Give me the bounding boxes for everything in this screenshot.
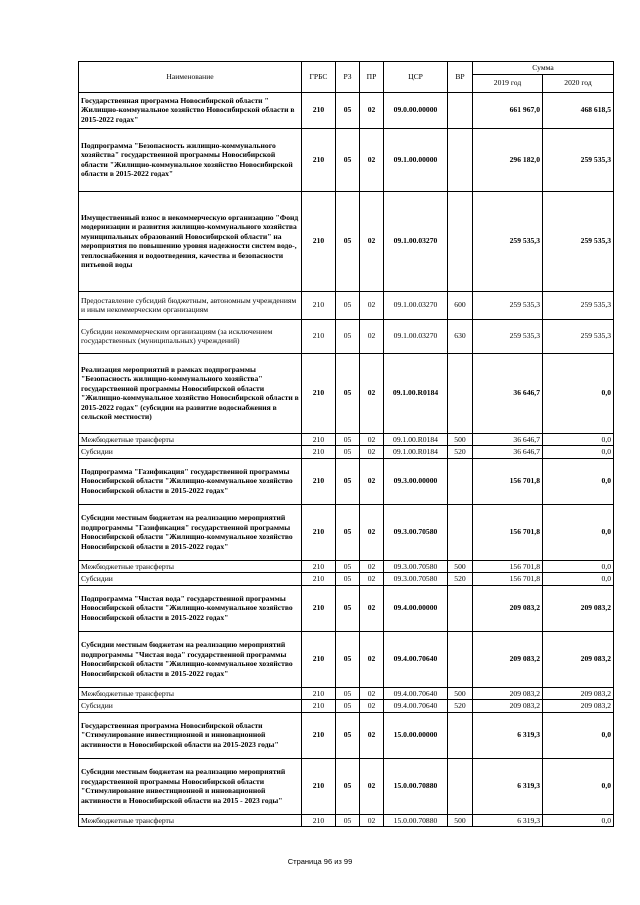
- cell-name: Имущественный взнос в некоммерческую организацию "Фонд модернизации и развития жилищно-коммунального хозяйства муниципальных образований Новосибирской области" на мероприятия по повышению уровня надежности систем водо-, теплоснабжения и водоотведения, качества и безопасности питьевой воды: [79, 191, 302, 291]
- cell-rz: 05: [336, 92, 360, 128]
- cell-sum-2019: 6 319,3: [473, 758, 543, 814]
- cell-sum-2020: 209 083,2: [543, 631, 614, 687]
- cell-grbs: 210: [302, 560, 336, 573]
- cell-pr: 02: [360, 353, 384, 433]
- cell-pr: 02: [360, 573, 384, 586]
- cell-vr: 630: [448, 319, 473, 353]
- cell-rz: 05: [336, 504, 360, 560]
- cell-grbs: 210: [302, 814, 336, 827]
- cell-rz: 05: [336, 631, 360, 687]
- cell-csr: 15.0.00.00000: [384, 712, 448, 758]
- cell-grbs: 210: [302, 433, 336, 446]
- cell-sum-2020: 209 083,2: [543, 687, 614, 700]
- cell-sum-2019: 209 083,2: [473, 631, 543, 687]
- cell-sum-2019: 156 701,8: [473, 458, 543, 504]
- cell-vr: [448, 191, 473, 291]
- cell-name: Подпрограмма "Чистая вода" государственной программы Новосибирской области "Жилищно-коммунальное хозяйство Новосибирской области в 2015-2022 годах": [79, 585, 302, 631]
- table-row: [79, 560, 614, 573]
- cell-sum-2020: 0,0: [543, 814, 614, 827]
- cell-pr: 02: [360, 458, 384, 504]
- header-csr: ЦСР: [384, 62, 448, 93]
- table-row: [79, 573, 614, 586]
- cell-grbs: 210: [302, 191, 336, 291]
- cell-csr: 09.1.00.R0184: [384, 353, 448, 433]
- cell-name: Государственная программа Новосибирской области " Жилищно-коммунальное хозяйство Новосибирской области в 2015-2022 годах": [79, 92, 302, 128]
- cell-csr: 15.0.00.70880: [384, 814, 448, 827]
- cell-grbs: 210: [302, 291, 336, 319]
- cell-sum-2019: 209 083,2: [473, 700, 543, 713]
- cell-name: Субсидии: [79, 573, 302, 586]
- cell-sum-2019: 36 646,7: [473, 433, 543, 446]
- cell-pr: 02: [360, 446, 384, 459]
- cell-vr: [448, 758, 473, 814]
- cell-rz: 05: [336, 700, 360, 713]
- document-page: [78, 61, 613, 827]
- budget-table: [78, 61, 614, 827]
- cell-rz: 05: [336, 446, 360, 459]
- cell-grbs: 210: [302, 687, 336, 700]
- cell-rz: 05: [336, 458, 360, 504]
- cell-csr: 09.3.00.70580: [384, 560, 448, 573]
- table-row: [79, 700, 614, 713]
- cell-csr: 09.3.00.00000: [384, 458, 448, 504]
- cell-vr: [448, 92, 473, 128]
- cell-sum-2020: 0,0: [543, 504, 614, 560]
- header-pr: ПР: [360, 62, 384, 93]
- cell-sum-2020: 0,0: [543, 433, 614, 446]
- cell-vr: 500: [448, 814, 473, 827]
- header-vr: ВР: [448, 62, 473, 93]
- cell-name: Межбюджетные трансферты: [79, 433, 302, 446]
- cell-sum-2019: 156 701,8: [473, 573, 543, 586]
- cell-csr: 09.1.00.R0184: [384, 433, 448, 446]
- cell-vr: [448, 585, 473, 631]
- header-name: Наименование: [79, 62, 302, 93]
- cell-vr: [448, 128, 473, 191]
- table-row: [79, 504, 614, 560]
- cell-sum-2019: 209 083,2: [473, 585, 543, 631]
- cell-vr: 520: [448, 446, 473, 459]
- cell-sum-2020: 0,0: [543, 573, 614, 586]
- cell-rz: 05: [336, 128, 360, 191]
- cell-pr: 02: [360, 92, 384, 128]
- table-row: [79, 92, 614, 128]
- cell-sum-2020: 0,0: [543, 560, 614, 573]
- table-row: [79, 191, 614, 291]
- cell-sum-2019: 36 646,7: [473, 446, 543, 459]
- cell-csr: 09.1.00.R0184: [384, 446, 448, 459]
- cell-pr: 02: [360, 560, 384, 573]
- cell-grbs: 210: [302, 446, 336, 459]
- cell-vr: 500: [448, 687, 473, 700]
- cell-sum-2020: 209 083,2: [543, 700, 614, 713]
- cell-pr: 02: [360, 433, 384, 446]
- cell-sum-2020: 209 083,2: [543, 585, 614, 631]
- cell-csr: 09.4.00.70640: [384, 687, 448, 700]
- cell-sum-2020: 0,0: [543, 353, 614, 433]
- cell-csr: 09.4.00.70640: [384, 700, 448, 713]
- cell-sum-2019: 296 182,0: [473, 128, 543, 191]
- cell-vr: [448, 504, 473, 560]
- header-2020: 2020 год: [543, 74, 614, 92]
- table-row: [79, 712, 614, 758]
- cell-grbs: 210: [302, 319, 336, 353]
- cell-name: Подпрограмма "Газификация" государственной программы Новосибирской области "Жилищно-коммунальное хозяйство Новосибирской области в 2015-2022 годах": [79, 458, 302, 504]
- cell-vr: 600: [448, 291, 473, 319]
- cell-name: Субсидии: [79, 446, 302, 459]
- cell-sum-2019: 259 535,3: [473, 191, 543, 291]
- table-body: [79, 92, 614, 827]
- cell-rz: 05: [336, 353, 360, 433]
- cell-rz: 05: [336, 433, 360, 446]
- table-row: [79, 758, 614, 814]
- cell-sum-2020: 468 618,5: [543, 92, 614, 128]
- header-2019: 2019 год: [473, 74, 543, 92]
- cell-pr: 02: [360, 585, 384, 631]
- cell-vr: [448, 353, 473, 433]
- cell-sum-2019: 661 967,0: [473, 92, 543, 128]
- cell-sum-2019: 259 535,3: [473, 291, 543, 319]
- cell-pr: 02: [360, 319, 384, 353]
- cell-csr: 09.1.00.03270: [384, 291, 448, 319]
- cell-sum-2020: 0,0: [543, 712, 614, 758]
- table-row: [79, 433, 614, 446]
- page-footer: Страница 96 из 99: [287, 857, 353, 866]
- table-row: [79, 631, 614, 687]
- cell-rz: 05: [336, 319, 360, 353]
- cell-csr: 09.4.00.00000: [384, 585, 448, 631]
- cell-pr: 02: [360, 758, 384, 814]
- cell-csr: 09.0.00.00000: [384, 92, 448, 128]
- cell-sum-2019: 259 535,3: [473, 319, 543, 353]
- cell-grbs: 210: [302, 758, 336, 814]
- cell-sum-2019: 6 319,3: [473, 814, 543, 827]
- cell-pr: 02: [360, 814, 384, 827]
- cell-sum-2020: 259 535,3: [543, 319, 614, 353]
- cell-name: Государственная программа Новосибирской области "Стимулирование инвестиционной и инновационной активности в Новосибирской области на 2015-2023 годы": [79, 712, 302, 758]
- cell-rz: 05: [336, 687, 360, 700]
- cell-name: Субсидии: [79, 700, 302, 713]
- cell-name: Предоставление субсидий бюджетным, автономным учреждениям и иным некоммерческим организациям: [79, 291, 302, 319]
- cell-name: Межбюджетные трансферты: [79, 687, 302, 700]
- cell-name: Субсидии местным бюджетам на реализацию мероприятий подпрограммы "Газификация" государственной программы Новосибирской области "Жилищно-коммунальное хозяйство Новосибирской области в 2015-2022 годах": [79, 504, 302, 560]
- cell-grbs: 210: [302, 128, 336, 191]
- cell-sum-2020: 0,0: [543, 446, 614, 459]
- cell-rz: 05: [336, 758, 360, 814]
- cell-sum-2020: 0,0: [543, 758, 614, 814]
- cell-pr: 02: [360, 191, 384, 291]
- cell-grbs: 210: [302, 700, 336, 713]
- table-row: [79, 353, 614, 433]
- cell-rz: 05: [336, 814, 360, 827]
- cell-grbs: 210: [302, 573, 336, 586]
- table-row: [79, 128, 614, 191]
- cell-rz: 05: [336, 291, 360, 319]
- cell-csr: 09.1.00.00000: [384, 128, 448, 191]
- cell-grbs: 210: [302, 712, 336, 758]
- table-row: [79, 814, 614, 827]
- cell-csr: 09.4.00.70640: [384, 631, 448, 687]
- table-row: [79, 446, 614, 459]
- table-row: [79, 687, 614, 700]
- cell-pr: 02: [360, 504, 384, 560]
- cell-sum-2019: 36 646,7: [473, 353, 543, 433]
- cell-sum-2020: 0,0: [543, 458, 614, 504]
- cell-rz: 05: [336, 585, 360, 631]
- cell-rz: 05: [336, 191, 360, 291]
- cell-pr: 02: [360, 687, 384, 700]
- cell-grbs: 210: [302, 631, 336, 687]
- cell-sum-2019: 6 319,3: [473, 712, 543, 758]
- cell-sum-2020: 259 535,3: [543, 291, 614, 319]
- cell-grbs: 210: [302, 458, 336, 504]
- cell-pr: 02: [360, 128, 384, 191]
- cell-csr: 09.3.00.70580: [384, 573, 448, 586]
- cell-name: Межбюджетные трансферты: [79, 560, 302, 573]
- cell-vr: 520: [448, 700, 473, 713]
- header-grbs: ГРБС: [302, 62, 336, 93]
- cell-csr: 09.1.00.03270: [384, 191, 448, 291]
- cell-sum-2019: 156 701,8: [473, 560, 543, 573]
- cell-name: Субсидии местным бюджетам на реализацию мероприятий подпрограммы "Чистая вода" государственной программы Новосибирской области "Жилищно-коммунальное хозяйство Новосибирской области в 2015-2022 годах": [79, 631, 302, 687]
- cell-sum-2019: 156 701,8: [473, 504, 543, 560]
- cell-vr: 520: [448, 573, 473, 586]
- cell-csr: 15.0.00.70880: [384, 758, 448, 814]
- cell-vr: [448, 458, 473, 504]
- cell-pr: 02: [360, 700, 384, 713]
- cell-pr: 02: [360, 631, 384, 687]
- cell-name: Реализация мероприятий в рамках подпрограммы "Безопасность жилищно-коммунального хозяйства" государственной программы Новосибирской области "Жилищно-коммунальное хозяйство Новосибирской области в 2015-2022 годах" (субсидии на развитие водоснабжения в сельской местности): [79, 353, 302, 433]
- cell-csr: 09.1.00.03270: [384, 319, 448, 353]
- cell-name: Субсидии местным бюджетам на реализацию мероприятий государственной программы Новосибирской области "Стимулирование инвестиционной и инновационной активности в Новосибирской области на 2015 - 2023 годы": [79, 758, 302, 814]
- cell-grbs: 210: [302, 353, 336, 433]
- table-row: [79, 291, 614, 319]
- cell-grbs: 210: [302, 92, 336, 128]
- table-row: [79, 319, 614, 353]
- table-row: [79, 458, 614, 504]
- cell-rz: 05: [336, 712, 360, 758]
- cell-sum-2020: 259 535,3: [543, 128, 614, 191]
- cell-vr: 500: [448, 433, 473, 446]
- cell-sum-2019: 209 083,2: [473, 687, 543, 700]
- cell-csr: 09.3.00.70580: [384, 504, 448, 560]
- cell-grbs: 210: [302, 504, 336, 560]
- cell-name: Субсидии некоммерческим организациям (за исключением государственных (муниципальных) учреждений): [79, 319, 302, 353]
- cell-pr: 02: [360, 291, 384, 319]
- cell-vr: [448, 631, 473, 687]
- header-rz: РЗ: [336, 62, 360, 93]
- header-sum: Сумма: [473, 62, 614, 75]
- cell-pr: 02: [360, 712, 384, 758]
- cell-grbs: 210: [302, 585, 336, 631]
- cell-name: Межбюджетные трансферты: [79, 814, 302, 827]
- cell-rz: 05: [336, 573, 360, 586]
- cell-vr: 500: [448, 560, 473, 573]
- cell-vr: [448, 712, 473, 758]
- table-row: [79, 585, 614, 631]
- cell-sum-2020: 259 535,3: [543, 191, 614, 291]
- cell-name: Подпрограмма "Безопасность жилищно-коммунального хозяйства" государственной программы Новосибирской области "Жилищно-коммунальное хозяйство Новосибирской области в 2015-2022 годах": [79, 128, 302, 191]
- cell-rz: 05: [336, 560, 360, 573]
